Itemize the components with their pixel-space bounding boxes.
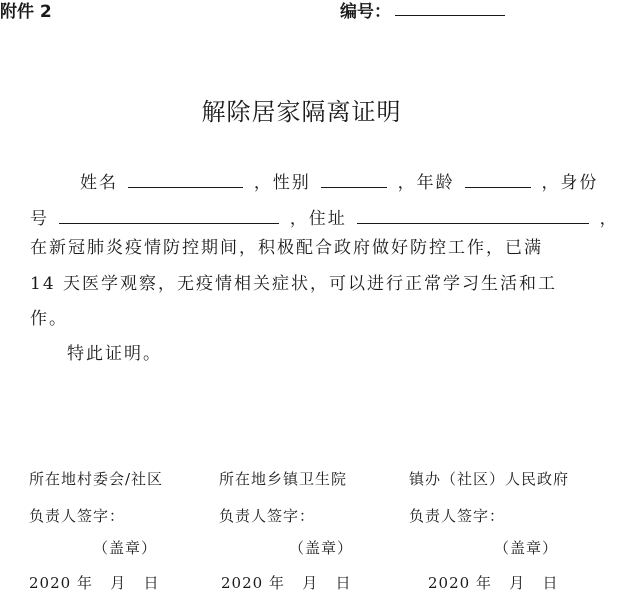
serial-number-blank: [395, 0, 505, 16]
document-title: 解除居家隔离证明: [201, 98, 402, 126]
gender-blank: [321, 171, 387, 188]
sig-3-date: 2020 年 月 日: [428, 574, 559, 592]
sig-2-signer-label: 负责人签字：: [219, 507, 316, 525]
serial-number: [340, 0, 505, 22]
closing-statement: 特此证明。: [67, 344, 162, 364]
sig-3-seal: （盖章）: [494, 539, 559, 557]
name-blank: [128, 171, 243, 188]
age-label: ，年龄: [397, 173, 455, 193]
gender-label: ，性别: [253, 173, 311, 193]
id-number-blank: [59, 207, 279, 224]
attachment-label: 附件 2: [0, 2, 52, 22]
id-label-part2: 号: [30, 209, 49, 229]
sig-1-signer-label: 负责人签字：: [29, 507, 126, 525]
body-line-4: 14 天医学观察，无疫情相关症状，可以进行正常学习生活和工: [30, 274, 558, 294]
body-line-3: 在新冠肺炎疫情防控期间，积极配合政府做好防控工作，已满: [30, 238, 543, 258]
sig-2-date: 2020 年 月 日: [221, 574, 352, 592]
address-label: ，住址: [289, 209, 347, 229]
name-label: 姓名: [80, 173, 118, 193]
age-blank: [465, 171, 531, 188]
sig-3-signer-label: 负责人签字：: [409, 507, 506, 525]
id-label-part1: ，身份: [541, 173, 599, 193]
sig-1-date: 2020 年 月 日: [29, 574, 160, 592]
address-blank: [357, 207, 589, 224]
serial-label: 编号：: [340, 2, 391, 22]
sig-2-org: 所在地乡镇卫生院: [219, 470, 348, 488]
line-end-comma: ，: [599, 209, 619, 229]
body-line-2: [30, 207, 619, 230]
sig-3-org: 镇办（社区）人民政府: [409, 470, 570, 488]
sig-2-seal: （盖章）: [289, 539, 354, 557]
sig-1-seal: （盖章）: [93, 539, 158, 557]
body-line-1: [80, 171, 598, 194]
body-line-5: 作。: [30, 309, 68, 329]
sig-1-org: 所在地村委会/社区: [29, 470, 164, 488]
